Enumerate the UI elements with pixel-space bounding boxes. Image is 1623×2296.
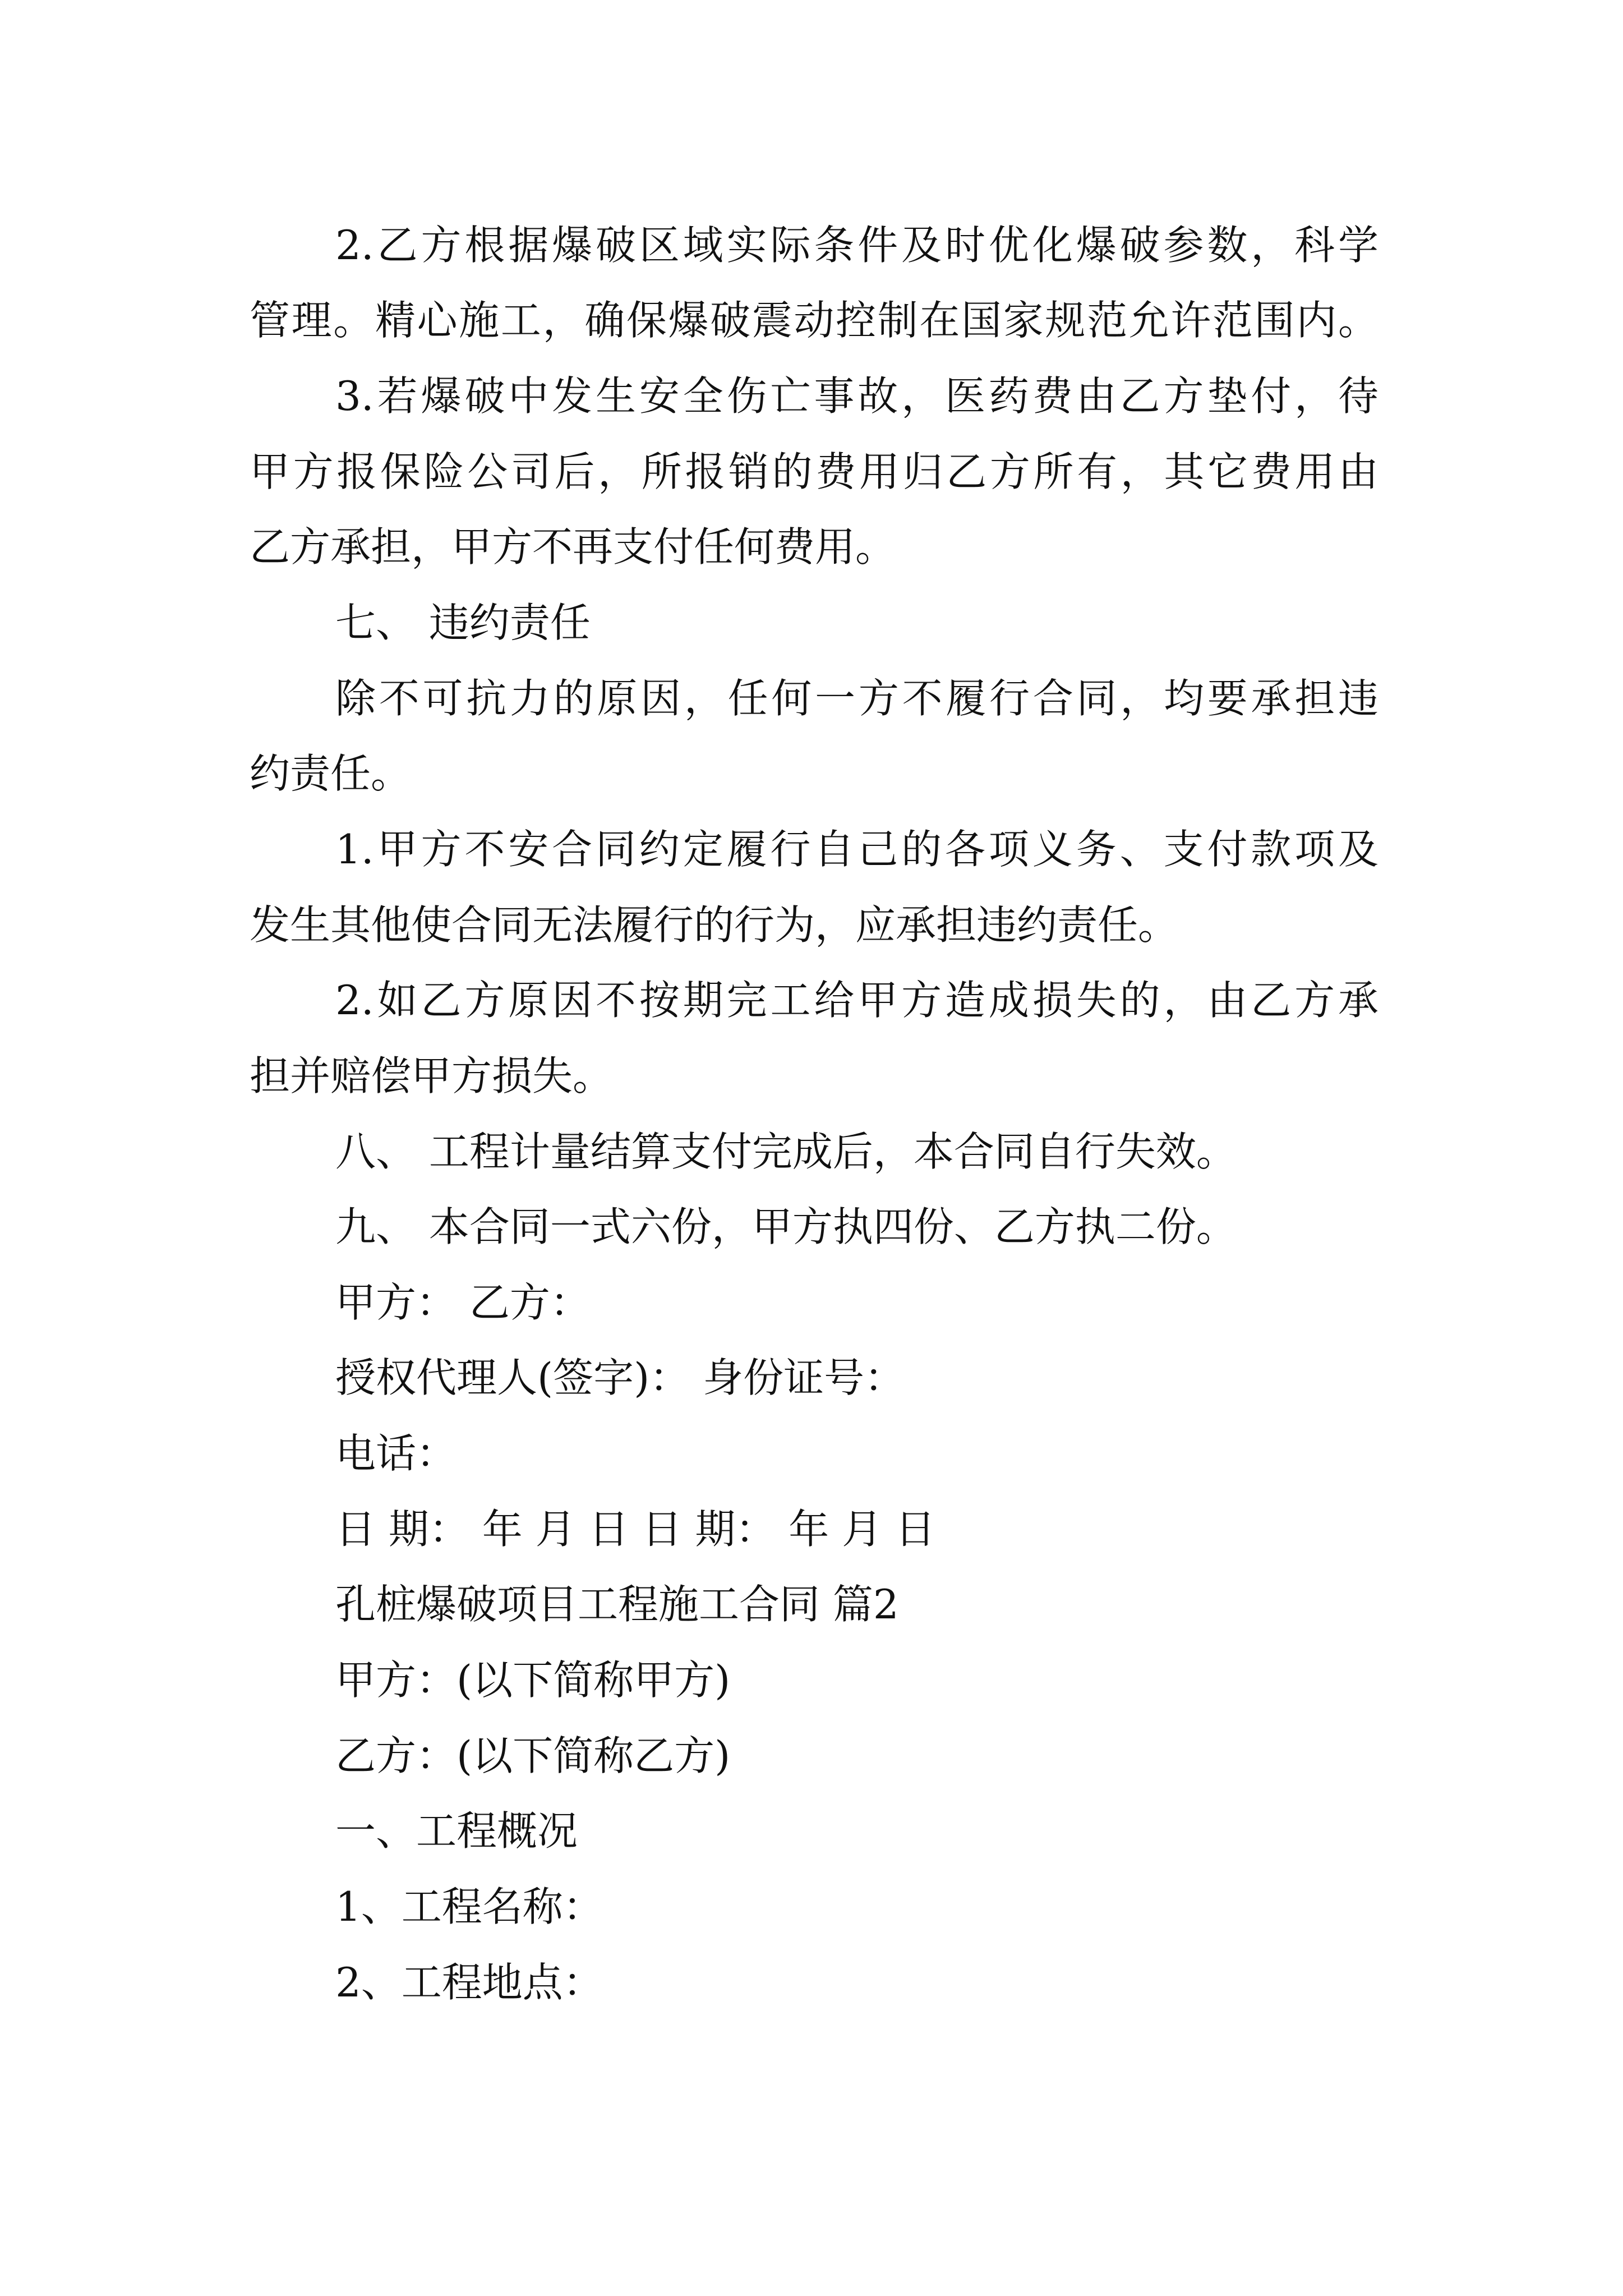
paragraph-line: 发生其他使合同无法履行的行为，应承担违约责任。 (250, 901, 1179, 949)
paragraph-line: 3.若爆破中发生安全伤亡事故，医药费由乙方垫付，待 (335, 372, 1378, 420)
paragraph-line: 管理。精心施工，确保爆破震动控制在国家规范允许范围内。 (250, 297, 1378, 344)
section-heading: 八、 工程计量结算支付完成后，本合同自行失效。 (335, 1128, 1237, 1175)
project-location-line: 2、工程地点： (335, 1959, 603, 2006)
paragraph-line: 乙方承担，甲方不再支付任何费用。 (250, 523, 896, 570)
project-name-line: 1、工程名称： (335, 1883, 603, 1930)
section-heading: 九、 本合同一式六份，甲方执四份、乙方执二份。 (335, 1203, 1237, 1250)
signature-agent-line: 授权代理人(签字)： 身份证号： (335, 1354, 905, 1401)
paragraph-line: 除不可抗力的原因，任何一方不履行合同，均要承担违 (335, 675, 1378, 722)
paragraph-line: 2.如乙方原因不按期完工给甲方造成损失的，由乙方承 (335, 977, 1378, 1024)
signature-phone-line: 电话： (335, 1430, 457, 1477)
signature-date-line: 日 期： 年 月 日 日 期： 年 月 日 (335, 1506, 935, 1553)
paragraph-line: 约责任。 (250, 750, 412, 797)
paragraph-line: 1.甲方不安合同约定履行自己的各项义务、支付款项及 (335, 826, 1378, 873)
document-title: 孔桩爆破项目工程施工合同 篇2 (335, 1581, 899, 1628)
section-heading: 一、工程概况 (335, 1807, 578, 1855)
paragraph-line: 担并赔偿甲方损失。 (250, 1052, 614, 1099)
paragraph-line: 2.乙方根据爆破区域实际条件及时优化爆破参数，科学 (335, 222, 1378, 269)
party-a-line: 甲方：(以下简称甲方) (335, 1657, 731, 1704)
section-heading: 七、 违约责任 (335, 599, 591, 646)
party-b-line: 乙方：(以下简称乙方) (335, 1732, 731, 1779)
signature-party-line: 甲方： 乙方： (335, 1279, 591, 1326)
paragraph-line: 甲方报保险公司后，所报销的费用归乙方所有，其它费用由 (250, 448, 1378, 495)
